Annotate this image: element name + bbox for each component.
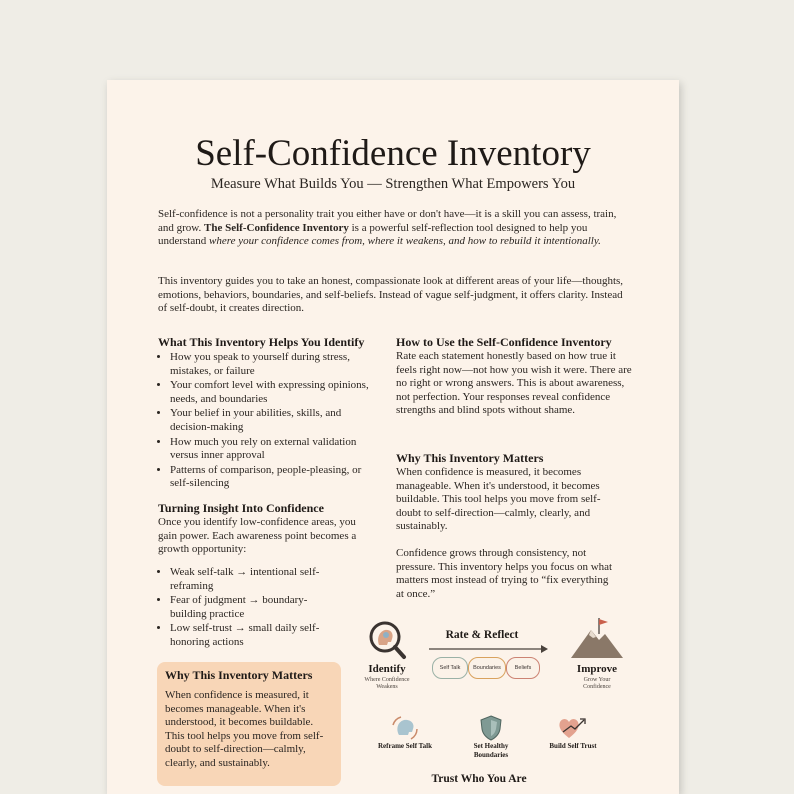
list-item: • Fear of judgment → boundary-building practice <box>170 594 338 621</box>
insight-text: Once you identify low-confidence areas, you gain power. Each awareness point becomes a growth opportunity: <box>158 516 357 556</box>
insight-list <box>158 566 338 650</box>
boundaries-label: Set Healthy Boundaries <box>473 742 509 759</box>
identify-label: Identify <box>368 663 406 675</box>
grow-text: Confidence grows through consistency, not pressure. This inventory helps you focus on what matters most instead of trying to “fix everything at once.” <box>396 547 613 600</box>
identify-heading: What This Inventory Helps You Identify <box>158 335 365 349</box>
callout-text: When confidence is measured, it becomes manageable. When it's understood, it becomes buildable. This tool helps you move from self-doubt to self-direction—calmly, clearly, and sustainably. <box>165 689 324 769</box>
mountain-flag-icon <box>569 616 625 660</box>
page-title: Self-Confidence Inventory <box>195 133 591 174</box>
callout-box <box>157 662 341 786</box>
how-heading: How to Use the Self-Confidence Inventory <box>396 335 612 349</box>
list-item: • Weak self-talk → intentional self-reframing <box>170 566 338 593</box>
insight-list-wrap <box>158 566 338 651</box>
pill-beliefs: Beliefs <box>506 657 540 679</box>
pill-self-talk: Self Talk <box>432 657 468 679</box>
identify-list <box>158 351 373 491</box>
reframe-label: Reframe Self Talk <box>377 742 433 750</box>
identify-list-wrap <box>158 351 373 492</box>
list-item: • Patterns of comparison, people-pleasing, or self-silencing <box>170 464 373 491</box>
arrow-right-icon <box>429 644 549 654</box>
page-subtitle: Measure What Builds You — Strengthen What Empowers You <box>210 176 576 192</box>
list-item: • Your comfort level with expressing opinions, needs, and boundaries <box>170 379 373 406</box>
identify-sub: Where Confidence Weakens <box>364 677 410 690</box>
list-item: • How you speak to yourself during stress, mistakes, or failure <box>170 351 373 378</box>
improve-label: Improve <box>576 663 618 675</box>
intro-paragraph-1 <box>158 208 628 249</box>
heart-growth-icon <box>557 716 587 740</box>
improve-sub: Grow Your Confidence <box>583 677 611 690</box>
insight-heading: Turning Insight Into Confidence <box>158 501 324 515</box>
why-text: When confidence is measured, it becomes manageable. When it's understood, it becomes buildable. This tool helps you move from self-doubt to self-direction—calmly, clearly, and sustainably. <box>396 466 601 533</box>
pill-boundaries: Boundaries <box>468 657 506 679</box>
how-text: Rate each statement honestly based on how true it feels right now—not how you wish it were. There are no right or wrong answers. This is about awareness, not perfection. Your responses reveal confidence strengths and blind spots without shame. <box>396 350 632 417</box>
why-heading: Why This Inventory Matters <box>396 451 544 465</box>
magnifier-head-icon <box>365 618 409 662</box>
shield-icon <box>479 715 503 741</box>
intro-text-italic: where your confidence comes from, where it weakens, and how to rebuild it intentionally. <box>209 235 601 248</box>
reframe-head-icon <box>391 715 421 741</box>
callout-heading: Why This Inventory Matters <box>165 668 313 682</box>
intro-paragraph-2: This inventory guides you to take an honest, compassionate look at different areas of your life—thoughts, emotions, behaviors, boundaries, and self-beliefs. Instead of vague self-judgment, it offers clarity. Instead of self-doubt, it creates direction. <box>158 275 624 315</box>
intro-text-bold: The Self-Confidence Inventory <box>204 221 349 234</box>
intro-text-c: is a powerful self-reflection tool designed to help you understand <box>158 221 588 248</box>
rate-reflect-label: Rate & Reflect <box>445 629 519 641</box>
trust-label: Build Self Trust <box>549 742 597 750</box>
intro-text-a: Self-confidence is not a personality trait you either have or don't have—it is a skill you can assess, train, and grow. <box>158 208 617 234</box>
list-item: • How much you rely on external validation versus inner approval <box>170 436 373 463</box>
list-item: • Your belief in your abilities, skills, and decision-making <box>170 407 373 434</box>
list-item: • Low self-trust → small daily self-honoring actions <box>170 622 338 649</box>
document-page <box>107 80 679 794</box>
trust-who-you-are-label: Trust Who You Are <box>431 773 527 785</box>
